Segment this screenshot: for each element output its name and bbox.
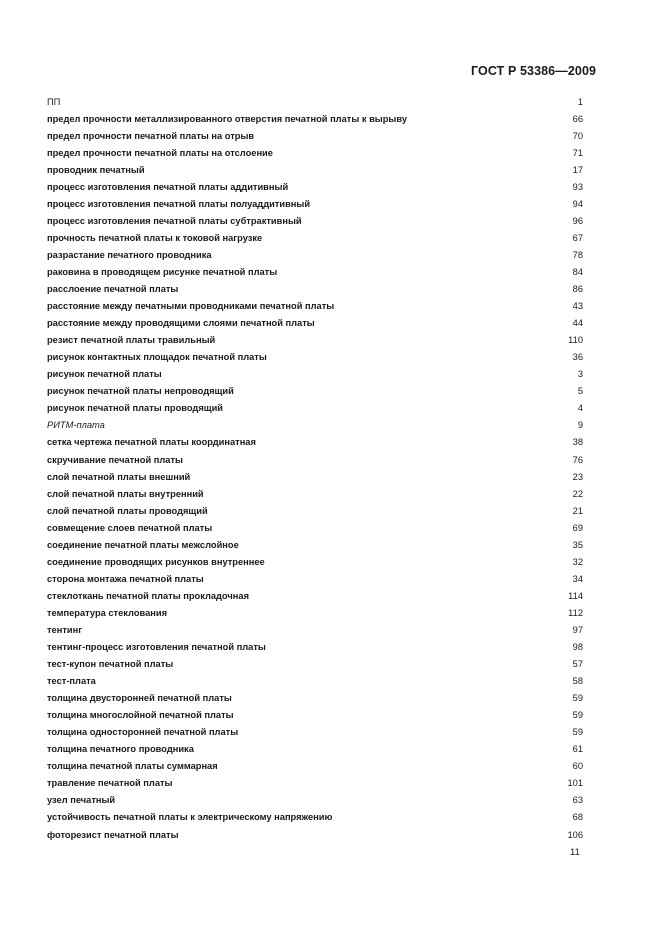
index-term: РИТМ-плата: [47, 420, 105, 431]
index-term-number: 60: [572, 761, 583, 772]
index-term: стеклоткань печатной платы прокладочная: [47, 590, 249, 601]
index-term-number: 78: [572, 249, 583, 260]
index-entry: [47, 553, 583, 570]
index-term: резист печатной платы травильный: [47, 335, 216, 346]
index-term-number: 76: [572, 454, 583, 465]
index-term-number: 59: [572, 710, 583, 721]
index-term-number: 3: [577, 369, 583, 380]
index-term: расслоение печатной платы: [47, 284, 179, 295]
index-term-number: 22: [572, 488, 583, 499]
index-entry: [47, 110, 583, 127]
index-entry: [47, 536, 583, 553]
index-term: слой печатной платы внешний: [47, 471, 191, 482]
index-entry: [47, 707, 583, 724]
index-term: предел прочности печатной платы на отслоение: [47, 147, 273, 158]
index-term: фоторезист печатной платы: [47, 829, 179, 840]
index-entry: [47, 621, 583, 638]
index-term: соединение печатной платы межслойное: [47, 539, 239, 550]
index-term-number: 67: [572, 232, 583, 243]
index-entry: [47, 570, 583, 587]
index-entry: [47, 604, 583, 621]
index-entry: [47, 263, 583, 280]
index-entry: [47, 775, 583, 792]
index-term-number: 93: [572, 181, 583, 192]
index-term: толщина односторонней печатной платы: [47, 727, 239, 738]
index-entry: [47, 741, 583, 758]
index-term: узел печатный: [47, 795, 116, 806]
index-term: слой печатной платы внутренний: [47, 488, 204, 499]
index-entry: [47, 792, 583, 809]
index-entry: [47, 349, 583, 366]
index-entry: [47, 178, 583, 195]
index-term: процесс изготовления печатной платы аддитивный: [47, 181, 289, 192]
index-entry: [47, 809, 583, 826]
index-term: толщина многослойной печатной платы: [47, 710, 234, 721]
index-term-number: 59: [572, 693, 583, 704]
index-term: сторона монтажа печатной платы: [47, 573, 204, 584]
index-entry: [47, 451, 583, 468]
index-term-number: 17: [572, 164, 583, 175]
index-term: скручивание печатной платы: [47, 454, 183, 465]
index-entry: [47, 315, 583, 332]
index-term: толщина двусторонней печатной платы: [47, 693, 232, 704]
index-term-number: 61: [572, 744, 583, 755]
index-entry: [47, 212, 583, 229]
index-term-number: 63: [572, 795, 583, 806]
index-term: рисунок печатной платы: [47, 369, 162, 380]
index-term: слой печатной платы проводящий: [47, 505, 208, 516]
index-term-number: 36: [572, 352, 583, 363]
index-term-number: 97: [572, 624, 583, 635]
index-entry: [47, 298, 583, 315]
index-term: температура стеклования: [47, 607, 168, 618]
index-entry: [47, 639, 583, 656]
index-term: тентинг-процесс изготовления печатной платы: [47, 642, 266, 653]
index-term-number: 57: [572, 659, 583, 670]
index-entry: [47, 417, 583, 434]
index-term-number: 69: [572, 522, 583, 533]
index-term: ПП: [47, 96, 61, 107]
index-term: процесс изготовления печатной платы субтрактивный: [47, 215, 302, 226]
index-term-number: 5: [577, 386, 583, 397]
index-entry: [47, 144, 583, 161]
index-entry: [47, 468, 583, 485]
index-entry: [47, 724, 583, 741]
index-entry: [47, 519, 583, 536]
index-term-number: 112: [568, 607, 583, 618]
index-entry: [47, 826, 583, 843]
page-number: 11: [570, 847, 580, 858]
term-index-list: [47, 93, 583, 843]
index-entry: [47, 758, 583, 775]
index-term-number: 9: [577, 420, 583, 431]
index-term: предел прочности металлизированного отверстия печатной платы к вырыву: [47, 113, 407, 124]
index-term: травление печатной платы: [47, 778, 173, 789]
index-entry: [47, 281, 583, 298]
index-term: раковина в проводящем рисунке печатной платы: [47, 266, 278, 277]
index-term-number: 34: [572, 573, 583, 584]
index-term-number: 43: [572, 301, 583, 312]
index-term: толщина печатной платы суммарная: [47, 761, 218, 772]
index-term-number: 114: [568, 590, 583, 601]
index-term-number: 38: [572, 437, 583, 448]
index-term: тест-плата: [47, 676, 96, 687]
index-entry: [47, 383, 583, 400]
index-entry: [47, 246, 583, 263]
index-term: толщина печатного проводника: [47, 744, 194, 755]
index-term: предел прочности печатной платы на отрыв: [47, 130, 255, 141]
index-term-number: 70: [572, 130, 583, 141]
index-term-number: 106: [567, 829, 583, 840]
index-term-number: 44: [572, 318, 583, 329]
index-entry: [47, 690, 583, 707]
index-term: расстояние между проводящими слоями печатной платы: [47, 318, 315, 329]
index-term-number: 68: [572, 812, 583, 823]
index-term: прочность печатной платы к токовой нагрузке: [47, 232, 263, 243]
index-entry: [47, 93, 583, 110]
index-entry: [47, 587, 583, 604]
index-term-number: 94: [572, 198, 583, 209]
index-term: разрастание печатного проводника: [47, 249, 212, 260]
index-term: рисунок контактных площадок печатной платы: [47, 352, 267, 363]
index-term-number: 84: [572, 266, 583, 277]
index-term: соединение проводящих рисунков внутреннее: [47, 556, 265, 567]
index-term-number: 66: [572, 113, 583, 124]
index-term: рисунок печатной платы непроводящий: [47, 386, 234, 397]
index-term-number: 71: [572, 147, 583, 158]
index-term: тест-купон печатной платы: [47, 659, 174, 670]
index-term-number: 4: [577, 403, 583, 414]
index-entry: [47, 434, 583, 451]
index-term-number: 98: [572, 642, 583, 653]
index-entry: [47, 400, 583, 417]
index-term-number: 59: [572, 727, 583, 738]
index-term: совмещение слоев печатной платы: [47, 522, 213, 533]
index-entry: [47, 366, 583, 383]
index-term: рисунок печатной платы проводящий: [47, 403, 224, 414]
index-entry: [47, 332, 583, 349]
index-entry: [47, 195, 583, 212]
index-term: расстояние между печатными проводниками печатной платы: [47, 301, 335, 312]
index-term-number: 1: [577, 96, 583, 107]
index-term-number: 96: [572, 215, 583, 226]
index-entry: [47, 229, 583, 246]
index-entry: [47, 673, 583, 690]
index-term-number: 110: [568, 335, 583, 346]
index-term: процесс изготовления печатной платы полуаддитивный: [47, 198, 311, 209]
index-term-number: 35: [572, 539, 583, 550]
index-entry: [47, 485, 583, 502]
index-term-number: 21: [572, 505, 583, 516]
index-term-number: 101: [567, 778, 583, 789]
index-entry: [47, 127, 583, 144]
index-term: проводник печатный: [47, 164, 145, 175]
index-entry: [47, 502, 583, 519]
index-term-number: 58: [572, 676, 583, 687]
index-entry: [47, 161, 583, 178]
index-term: тентинг: [47, 624, 83, 635]
index-term-number: 23: [572, 471, 583, 482]
document-id: ГОСТ Р 53386—2009: [471, 64, 597, 78]
index-term: устойчивость печатной платы к электрическому напряжению: [47, 812, 333, 823]
index-term: сетка чертежа печатной платы координатная: [47, 437, 256, 448]
index-term-number: 32: [572, 556, 583, 567]
index-term-number: 86: [572, 284, 583, 295]
index-entry: [47, 656, 583, 673]
